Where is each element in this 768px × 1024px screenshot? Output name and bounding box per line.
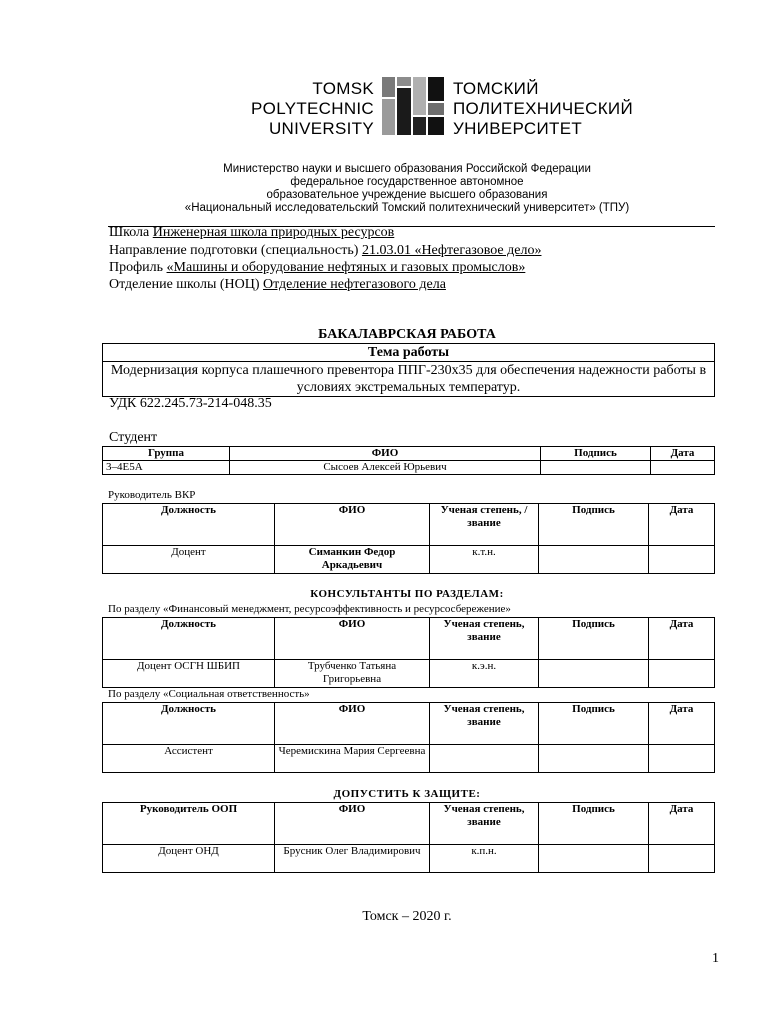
finance-signature[interactable] (539, 660, 649, 688)
supervisor-position: Доцент (103, 546, 275, 574)
col-signature: Подпись (539, 803, 649, 845)
student-table (102, 446, 715, 475)
udk-code: УДК 622.245.73-214-048.35 (109, 396, 272, 411)
student-date[interactable] (651, 461, 715, 475)
logo-text-ru (453, 79, 693, 139)
work-title: БАКАЛАВРСКАЯ РАБОТА (318, 327, 496, 342)
profile-line (109, 259, 525, 276)
social-position: Ассистент (103, 745, 275, 773)
profile-value: «Машины и оборудование нефтяных и газовых промыслов» (166, 260, 526, 275)
student-signature[interactable] (541, 461, 651, 475)
logo-ru-line: УНИВЕРСИТЕТ (453, 119, 583, 138)
col-name: ФИО (275, 803, 430, 845)
col-name: ФИО (275, 618, 430, 660)
theme-text: Модернизация корпуса плашечного превентора ППГ-230х35 для обеспечения надежности работы в условиях экстремальных температур. (103, 362, 715, 397)
ministry-header (100, 163, 714, 215)
col-signature: Подпись (539, 703, 649, 745)
col-degree: Ученая степень, звание (430, 703, 539, 745)
page-number: 1 (712, 951, 719, 966)
finance-label: По разделу «Финансовый менеджмент, ресурсоэффективность и ресурсосбережение» (108, 603, 511, 615)
supervisor-label: Руководитель ВКР (108, 489, 196, 501)
col-position: Руководитель ООП (103, 803, 275, 845)
school-label: Школа (109, 225, 150, 240)
social-date[interactable] (649, 745, 715, 773)
supervisor-date[interactable] (649, 546, 715, 574)
col-degree: Ученая степень, звание (430, 803, 539, 845)
department-line (109, 276, 446, 293)
col-date: Дата (649, 803, 715, 845)
col-signature: Подпись (539, 618, 649, 660)
col-degree: Ученая степень, /звание (430, 504, 539, 546)
supervisor-table (102, 503, 715, 574)
supervisor-degree: к.т.н. (430, 546, 539, 574)
social-name: Черемискина Мария Сергеевна (275, 745, 430, 773)
finance-name: Трубченко Татьяна Григорьевна (275, 660, 430, 688)
logo-text-en (250, 79, 374, 139)
col-degree: Ученая степень, звание (430, 618, 539, 660)
social-degree (430, 745, 539, 773)
profile-label: Профиль (109, 260, 164, 275)
col-date: Дата (649, 618, 715, 660)
social-table (102, 702, 715, 773)
student-col-name: ФИО (230, 447, 541, 461)
logo-en-line: UNIVERSITY (268, 119, 374, 138)
finance-position: Доцент ОСГН ШБИП (103, 660, 275, 688)
col-signature: Подпись (539, 504, 649, 546)
school-line (109, 224, 394, 241)
student-col-group: Группа (103, 447, 230, 461)
logo-en-line: POLYTECHNIC (251, 99, 374, 118)
ministry-line: «Национальный исследовательский Томский политехнический университет» (ТПУ) (184, 202, 630, 214)
finance-degree: к.э.н. (430, 660, 539, 688)
logo-en-line: TOMSK (312, 79, 374, 98)
school-value: Инженерная школа природных ресурсов (152, 225, 395, 240)
logo-ru-line: ПОЛИТЕХНИЧЕСКИЙ (453, 99, 633, 118)
ministry-line: образовательное учреждение высшего образования (266, 189, 548, 201)
department-label: Отделение школы (НОЦ) (109, 277, 260, 292)
social-label: По разделу «Социальная ответственность» (108, 688, 310, 700)
finance-table (102, 617, 715, 688)
tpu-logo-icon (382, 77, 444, 135)
admit-table (102, 802, 715, 873)
social-signature[interactable] (539, 745, 649, 773)
department-value: Отделение нефтегазового дела (263, 277, 446, 292)
theme-header: Тема работы (103, 344, 715, 362)
direction-value: 21.03.01 «Нефтегазовое дело» (361, 243, 542, 258)
theme-table (102, 343, 715, 397)
admit-signature[interactable] (539, 845, 649, 873)
admit-position: Доцент ОНД (103, 845, 275, 873)
admit-date[interactable] (649, 845, 715, 873)
col-position: Должность (103, 504, 275, 546)
supervisor-name: Симанкин Федор Аркадьевич (275, 546, 430, 574)
logo-ru-line: ТОМСКИЙ (453, 79, 539, 98)
col-name: ФИО (275, 703, 430, 745)
direction-label: Направление подготовки (специальность) (109, 243, 359, 258)
student-name: Сысоев Алексей Юрьевич (230, 461, 541, 475)
student-col-signature: Подпись (541, 447, 651, 461)
col-date: Дата (649, 504, 715, 546)
admit-degree: к.п.н. (430, 845, 539, 873)
student-label: Студент (109, 430, 158, 445)
ministry-line: Министерство науки и высшего образования Российской Федерации (223, 163, 591, 175)
consultants-title: КОНСУЛЬТАНТЫ ПО РАЗДЕЛАМ: (310, 588, 504, 600)
city-year: Томск – 2020 г. (362, 909, 452, 924)
col-date: Дата (649, 703, 715, 745)
col-name: ФИО (275, 504, 430, 546)
admit-name: Брусник Олег Владимирович (275, 845, 430, 873)
col-position: Должность (103, 618, 275, 660)
supervisor-signature[interactable] (539, 546, 649, 574)
admit-title: ДОПУСТИТЬ К ЗАЩИТЕ: (333, 788, 481, 800)
direction-line (109, 242, 541, 259)
col-position: Должность (103, 703, 275, 745)
finance-date[interactable] (649, 660, 715, 688)
student-group: 3–4Е5А (103, 461, 230, 475)
ministry-line: федеральное государственное автономное (290, 176, 524, 188)
student-col-date: Дата (651, 447, 715, 461)
